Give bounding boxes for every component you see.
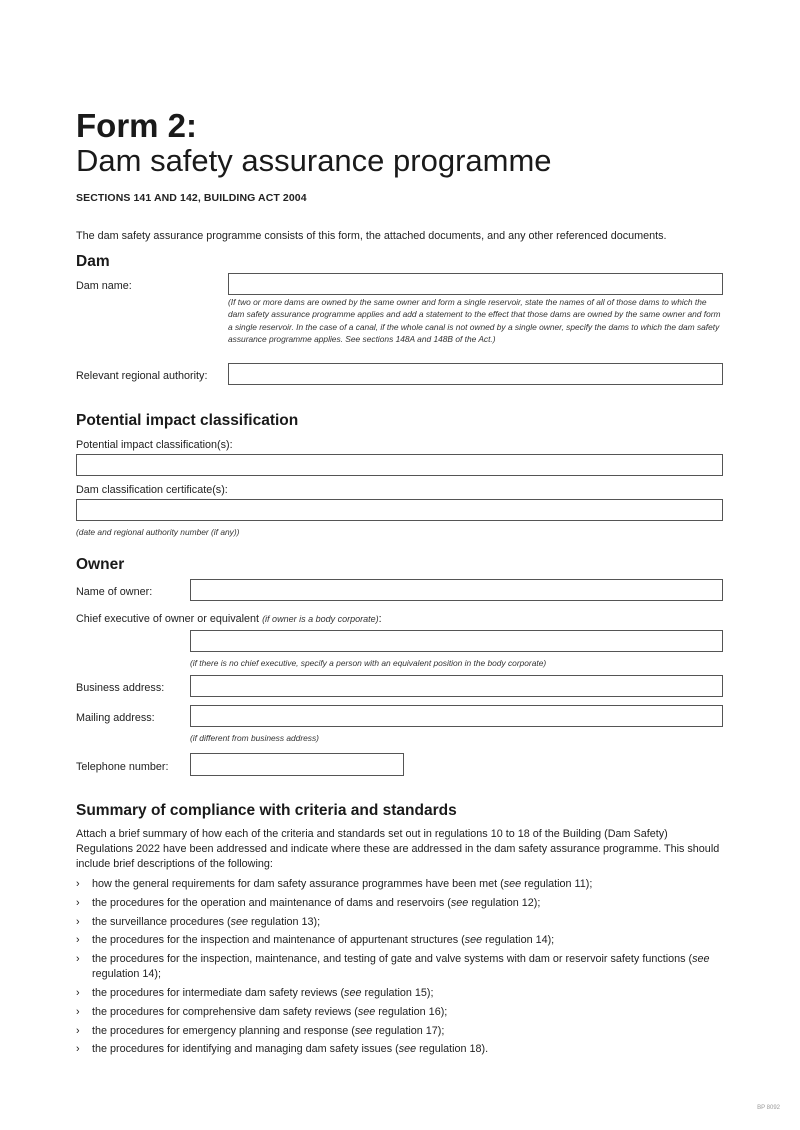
classification-certificate-note: (date and regional authority number (if any)) — [76, 527, 240, 537]
chevron-right-icon: › — [76, 1024, 80, 1037]
summary-item-regulation: regulation 16); — [375, 1005, 448, 1018]
chief-executive-label-colon: : — [378, 613, 382, 625]
summary-list-item — [76, 896, 726, 911]
summary-item-text: the procedures for the inspection and maintenance of appurtenant structures ( — [92, 934, 465, 947]
form-number: Form 2: — [76, 107, 198, 144]
summary-item-text: the procedures for comprehensive dam safety reviews ( — [92, 1005, 358, 1018]
chevron-right-icon: › — [76, 953, 80, 966]
chief-executive-label-qualifier: (if owner is a body corporate) — [262, 614, 379, 624]
chevron-right-icon: › — [76, 934, 80, 947]
mailing-address-input[interactable] — [190, 705, 723, 727]
summary-intro: Attach a brief summary of how each of the criteria and standards set out in regulations 10 to 18 of the Building (Dam Safety) Regulations 2022 have been addressed and indicate where these are addressed in the dam safety assurance programme. This should include brief descriptions of the following: — [76, 828, 720, 870]
summary-item-regulation: regulation 17); — [372, 1024, 445, 1037]
chief-executive-note: (if there is no chief executive, specify a person with an equivalent position in the body corporate) — [190, 658, 547, 668]
telephone-input[interactable] — [190, 753, 404, 776]
impact-classification-label: Potential impact classification(s): — [76, 439, 233, 451]
form-code: BP 8092 — [757, 1105, 780, 1111]
summary-item-text: the procedures for intermediate dam safety reviews ( — [92, 986, 345, 999]
summary-item-regulation: regulation 14); — [482, 934, 555, 947]
summary-list-item — [76, 915, 726, 930]
summary-item-see: see — [344, 986, 362, 999]
summary-item-see: see — [464, 934, 483, 947]
regional-authority-input[interactable] — [228, 363, 723, 385]
owner-name-label: Name of owner: — [76, 586, 153, 598]
summary-list-item — [76, 877, 726, 892]
summary-item-text: the procedures for emergency planning and response ( — [92, 1024, 355, 1037]
summary-list-item — [76, 952, 726, 982]
summary-heading: Summary of compliance with criteria and standards — [76, 802, 457, 819]
dam-heading: Dam — [76, 253, 110, 270]
summary-item-see: see — [450, 896, 469, 909]
dam-name-label: Dam name: — [76, 280, 132, 292]
legislation-reference: SECTIONS 141 AND 142, BUILDING ACT 2004 — [76, 192, 307, 204]
summary-item-see: see — [692, 953, 710, 966]
summary-item-text: the procedures for the operation and maintenance of dams and reservoirs ( — [92, 896, 451, 909]
regional-authority-label: Relevant regional authority: — [76, 370, 208, 382]
chief-executive-label-text: Chief executive of owner or equivalent — [76, 613, 260, 625]
mailing-address-label: Mailing address: — [76, 712, 155, 724]
summary-list — [76, 877, 726, 1061]
impact-heading: Potential impact classification — [76, 412, 299, 429]
summary-item-regulation: regulation 13); — [248, 915, 321, 928]
summary-item-text: the procedures for the inspection, maintenance, and testing of gate and valve systems with dam or reservoir safety functions ( — [92, 953, 693, 966]
summary-item-see: see — [230, 915, 249, 928]
chevron-right-icon: › — [76, 1005, 80, 1018]
summary-item-see: see — [398, 1043, 417, 1056]
summary-item-see: see — [357, 1005, 376, 1018]
form-title: Dam safety assurance programme — [76, 143, 552, 178]
chief-executive-label — [76, 612, 382, 626]
mailing-address-note: (if different from business address) — [190, 733, 319, 743]
impact-classification-input[interactable] — [76, 454, 723, 476]
dam-name-note: (If two or more dams are owned by the same owner and form a single reservoir, state the names of all of those dams to which the dam safety assurance programme applies and add a statement to the effect that those dams are owned by the same owner and form a single reservoir. In the case of a canal, if the whole canal is not owned by a single owner, specify the dams to which the dam safety assurance programme applies. See sections 148A and 148B of the Act.) — [228, 297, 721, 344]
chevron-right-icon: › — [76, 878, 80, 890]
summary-item-regulation: regulation 14); — [92, 968, 162, 981]
summary-item-text: how the general requirements for dam safety assurance programmes have been met ( — [92, 878, 504, 890]
owner-name-input[interactable] — [190, 579, 723, 601]
owner-heading: Owner — [76, 556, 125, 573]
business-address-input[interactable] — [190, 675, 723, 697]
summary-list-item — [76, 1024, 726, 1039]
telephone-label: Telephone number: — [76, 761, 169, 773]
intro-text: The dam safety assurance programme consists of this form, the attached documents, and any other referenced documents. — [76, 230, 667, 242]
summary-list-item — [76, 1005, 726, 1020]
summary-item-see: see — [503, 878, 522, 890]
dam-name-input[interactable] — [228, 273, 723, 295]
summary-item-text: the procedures for identifying and managing dam safety issues ( — [92, 1043, 399, 1056]
chevron-right-icon: › — [76, 915, 80, 928]
summary-item-regulation: regulation 11); — [521, 878, 593, 890]
summary-item-regulation: regulation 18). — [416, 1043, 489, 1056]
summary-item-regulation: regulation 12); — [468, 896, 541, 909]
business-address-label: Business address: — [76, 682, 165, 694]
summary-item-regulation: regulation 15); — [361, 986, 434, 999]
summary-list-item — [76, 933, 726, 948]
chevron-right-icon: › — [76, 896, 80, 909]
summary-item-text: the surveillance procedures ( — [92, 915, 231, 928]
summary-list-item — [76, 1042, 726, 1057]
chevron-right-icon: › — [76, 986, 80, 999]
summary-list-item — [76, 986, 726, 1001]
classification-certificate-input[interactable] — [76, 499, 723, 521]
classification-certificate-label: Dam classification certificate(s): — [76, 484, 228, 496]
summary-item-see: see — [354, 1024, 373, 1037]
chief-executive-input[interactable] — [190, 630, 723, 652]
chevron-right-icon: › — [76, 1043, 80, 1056]
